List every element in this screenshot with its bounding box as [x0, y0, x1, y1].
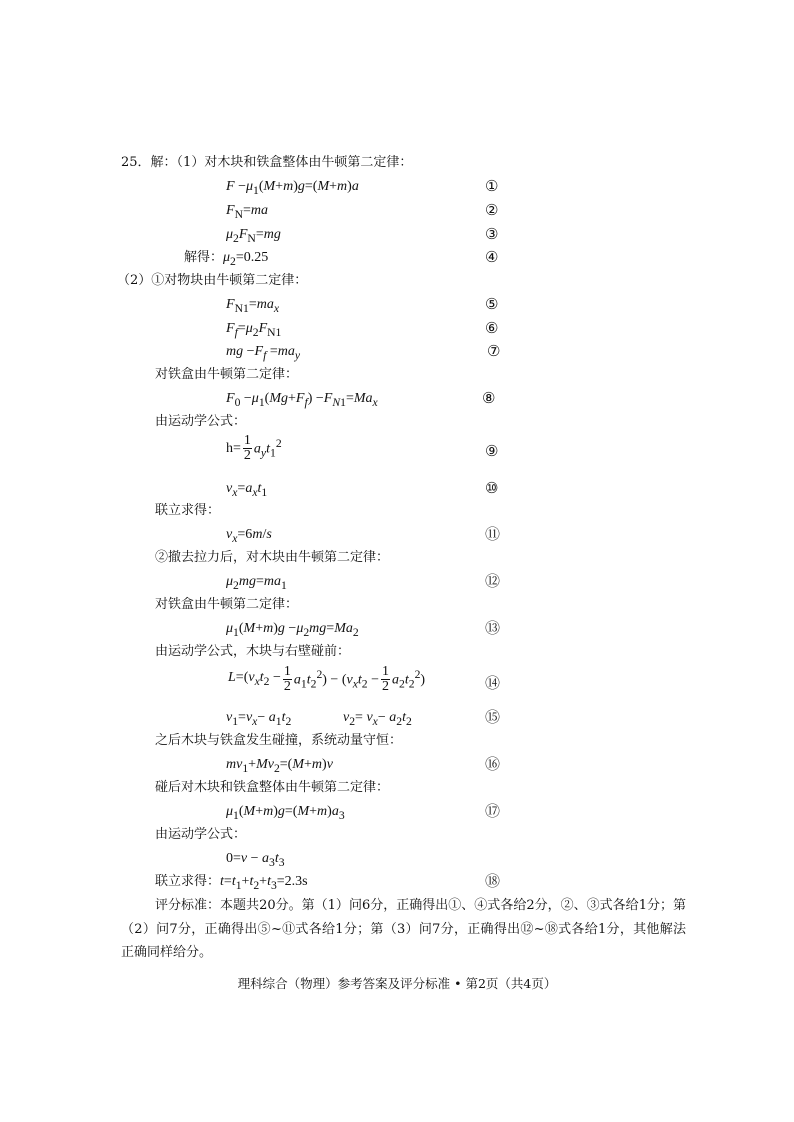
equation-18a: $0=v - a_3t_3$	[226, 851, 285, 869]
combine-label-1: 联立求得：	[155, 503, 221, 518]
eq-number-1: ①	[485, 179, 499, 195]
equation-7: mg $-F_f =ma_y$	[226, 344, 301, 362]
eq-number-7: ⑦	[487, 344, 501, 360]
equation-13: $\mu_1(M+m)g -\mu_2mg=Ma_2$	[226, 621, 359, 639]
kinematics-label-3: 由运动学公式：	[155, 827, 247, 842]
equation-14: $L=(v_xt_2$ − $\frac{1}{2}$ $a_1t_2^2) - (v_xt_2$ − $\frac{1}{2}$ $a_2t_2^2$)	[228, 664, 426, 694]
after-removal-label: ②撤去拉力后，对木块由牛顿第二定律：	[155, 550, 390, 565]
eq-number-6: ⑥	[485, 321, 499, 337]
eq-number-2: ②	[485, 203, 499, 219]
equation-17: $\mu_1(M+m)g=(M+m)a_3$	[226, 804, 345, 822]
eq-number-10: ⑩	[485, 481, 499, 497]
eq-number-11: ⑪	[485, 527, 501, 543]
eq-number-15: ⑮	[485, 710, 501, 726]
equation-5: $F_{N1}=ma_x$	[226, 297, 280, 315]
kinematics-label-1: 由运动学公式：	[155, 414, 247, 429]
final-result: 联立求得：$t=t_1+t_2+t_3=2.3s$	[155, 874, 308, 892]
eq-number-12: ⑫	[485, 574, 501, 590]
eq-number-18: ⑱	[485, 874, 501, 890]
box-newton-label-2: 对铁盒由牛顿第二定律：	[155, 597, 299, 612]
collision-label: 之后木块与铁盒发生碰撞，系统动量守恒：	[155, 733, 403, 748]
equation-16: $mv_1+Mv_2=(M+m)v$	[226, 757, 333, 775]
eq-number-4: ④	[485, 250, 499, 266]
eq-number-8: ⑧	[482, 391, 496, 407]
kinematics-label-2: 由运动学公式，木块与右壁碰前：	[155, 644, 351, 659]
equation-11: $v_x=6m/s$	[226, 527, 272, 545]
equation-9: h= $\frac{1}{2}$ $a_yt_1^2$	[226, 433, 282, 463]
eq-number-3: ③	[485, 227, 499, 243]
equation-15b: $v_2= v_x- a_2t_2$	[343, 710, 412, 728]
equation-12: $\mu_2mg=ma_1$	[226, 574, 287, 592]
after-collision-label: 碰后对木块和铁盒整体由牛顿第二定律：	[155, 780, 390, 795]
box-newton-label: 对铁盒由牛顿第二定律：	[155, 367, 299, 382]
equation-1: $F -\mu_1(M+m)g=(M+m)a$	[226, 179, 359, 197]
eq-number-5: ⑤	[485, 297, 499, 313]
eq-number-16: ⑯	[485, 757, 501, 773]
page-footer: 理科综合（物理）参考答案及评分标准 • 第2页（共4页）	[237, 976, 557, 991]
equation-4: 解得：$\mu_2=0.25$	[184, 250, 269, 268]
eq-number-17: ⑰	[485, 804, 501, 820]
part2-heading: （2）①对物块由牛顿第二定律：	[117, 273, 308, 288]
equation-2: $F_N=ma$	[226, 203, 269, 221]
equation-8: $F_0 -\mu_1(Mg+F_f) -F_{N1}=Ma_x$	[226, 391, 378, 409]
eq-number-14: ⑭	[485, 676, 501, 692]
solution-heading: 25．解：（1）对木块和铁盒整体由牛顿第二定律：	[121, 155, 413, 170]
eq-number-13: ⑬	[485, 621, 501, 637]
grading-criteria: 评分标准：本题共20分。第（1）问6分，正确得出①、④式各给2分，②、③式各给1分；第（2）问7分，正确得出⑤~⑪式各给1分；第（3）问7分，正确得出⑫~⑱式各给1分，其他解法正确同样给分。	[121, 898, 686, 960]
equation-6: $F_f=\mu_2F_{N1}$	[226, 321, 282, 339]
equation-15a: $v_1=v_x- a_1t_2$	[226, 710, 292, 728]
eq-number-9: ⑨	[485, 444, 499, 460]
equation-3: $\mu_2F_N=mg$	[226, 227, 281, 245]
equation-10: $v_x=a_xt_1$	[226, 481, 268, 499]
